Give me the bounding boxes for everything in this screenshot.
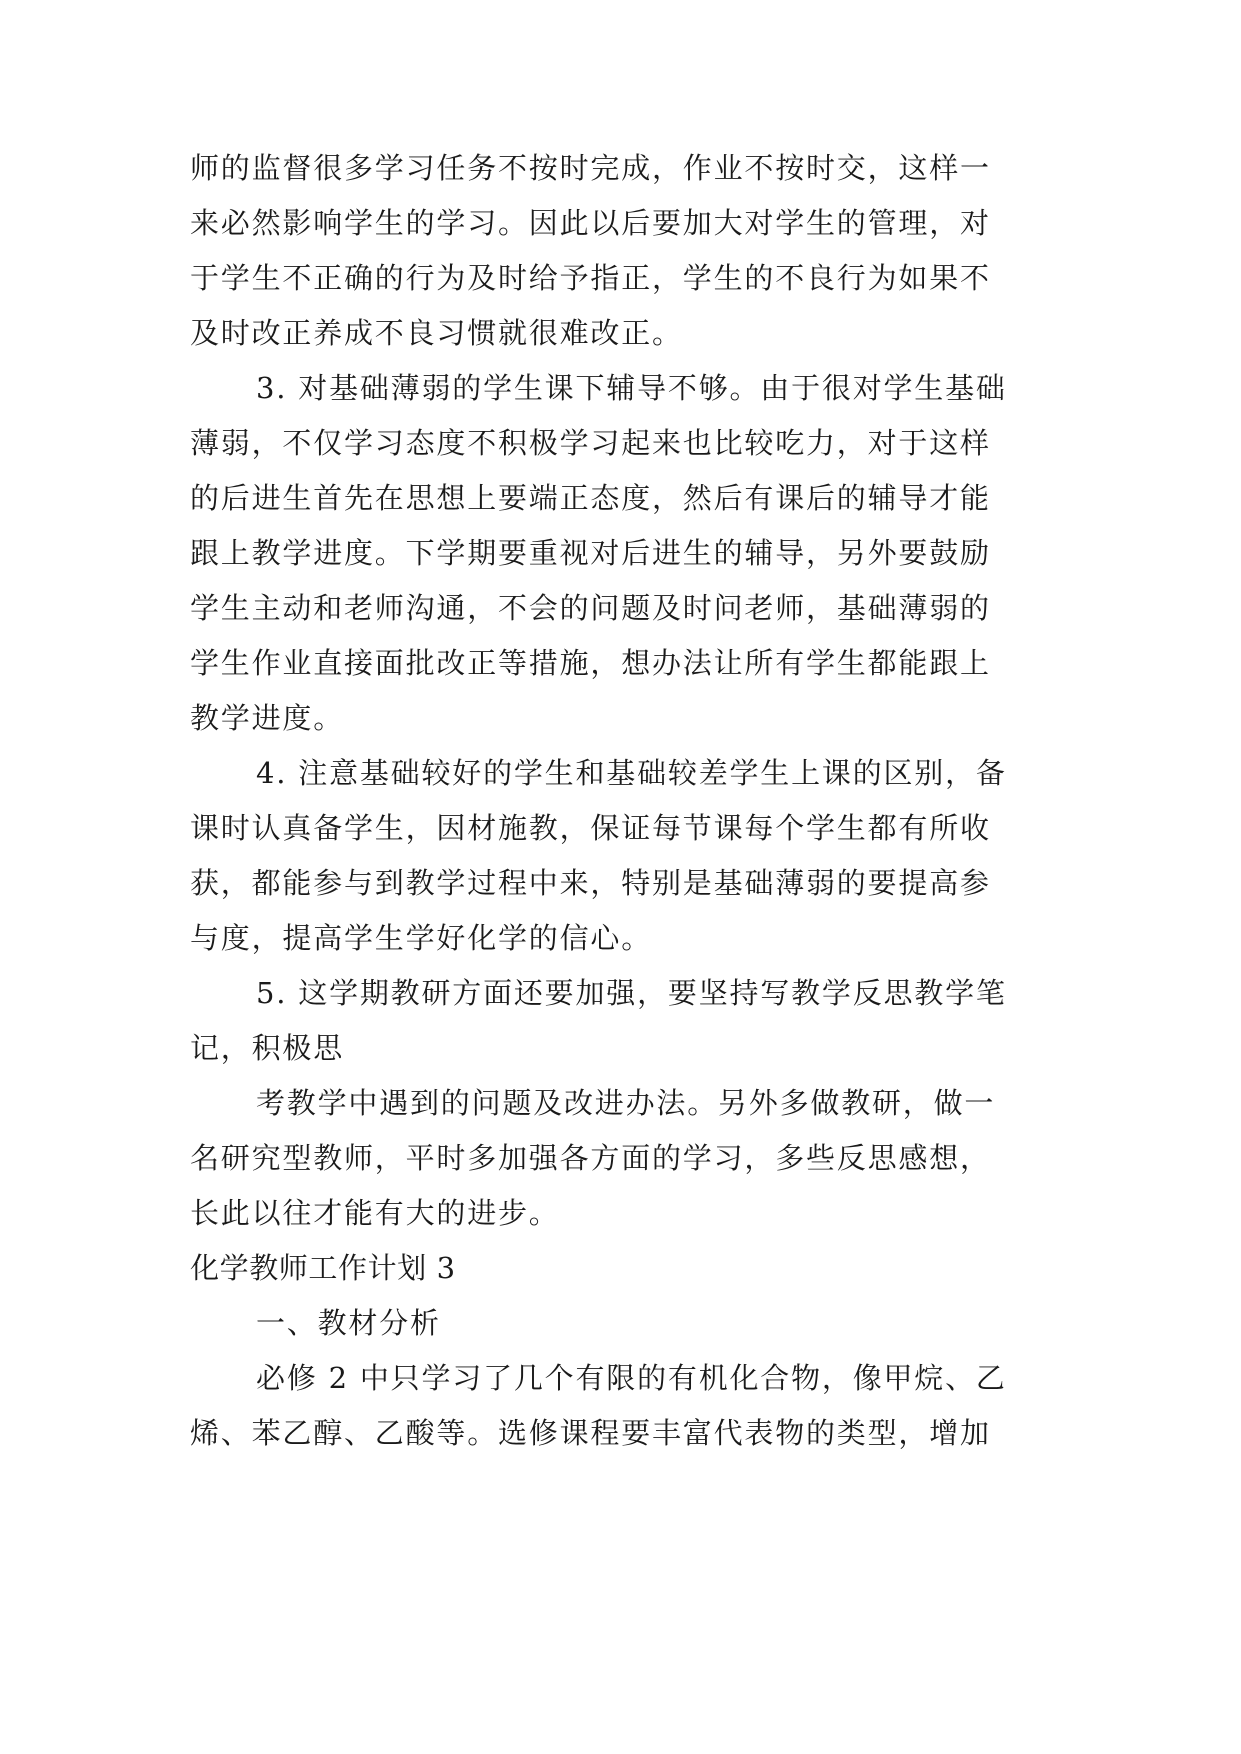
text-line: 的后进生首先在思想上要端正态度，然后有课后的辅导才能 [190, 481, 991, 515]
text-line: 跟上教学进度。下学期要重视对后进生的辅导，另外要鼓励 [190, 536, 991, 570]
text-line: 学生作业直接面批改正等措施，想办法让所有学生都能跟上 [190, 646, 991, 680]
text-line: 烯、苯乙醇、乙酸等。选修课程要丰富代表物的类型，增加 [190, 1416, 991, 1450]
section-heading: 化学教师工作计划 3 [190, 1251, 456, 1285]
text-line: 4. 注意基础较好的学生和基础较差学生上课的区别，备 [256, 756, 1007, 790]
subsection-heading: 一、教材分析 [256, 1306, 441, 1340]
text-line: 3. 对基础薄弱的学生课下辅导不够。由于很对学生基础 [256, 371, 1007, 405]
text-line: 获，都能参与到教学过程中来，特别是基础薄弱的要提高参 [190, 866, 991, 900]
text-line: 名研究型教师，平时多加强各方面的学习，多些反思感想， [190, 1141, 991, 1175]
text-line: 5. 这学期教研方面还要加强，要坚持写教学反思教学笔 [256, 976, 1007, 1010]
text-line: 来必然影响学生的学习。因此以后要加大对学生的管理，对 [190, 206, 991, 240]
text-line: 与度，提高学生学好化学的信心。 [190, 921, 653, 955]
text-line: 必修 2 中只学习了几个有限的有机化合物，像甲烷、乙 [256, 1361, 1007, 1395]
text-line: 课时认真备学生，因材施教，保证每节课每个学生都有所收 [190, 811, 991, 845]
text-line: 师的监督很多学习任务不按时完成，作业不按时交，这样一 [190, 151, 991, 185]
text-line: 考教学中遇到的问题及改进办法。另外多做教研，做一 [256, 1086, 996, 1120]
text-line: 薄弱，不仅学习态度不积极学习起来也比较吃力，对于这样 [190, 426, 991, 460]
text-line: 教学进度。 [190, 701, 345, 735]
text-line: 于学生不正确的行为及时给予指正，学生的不良行为如果不 [190, 261, 991, 295]
text-line: 长此以往才能有大的进步。 [190, 1196, 560, 1230]
text-line: 记，积极思 [190, 1031, 345, 1065]
text-line: 学生主动和老师沟通，不会的问题及时问老师，基础薄弱的 [190, 591, 991, 625]
text-line: 及时改正养成不良习惯就很难改正。 [190, 316, 683, 350]
